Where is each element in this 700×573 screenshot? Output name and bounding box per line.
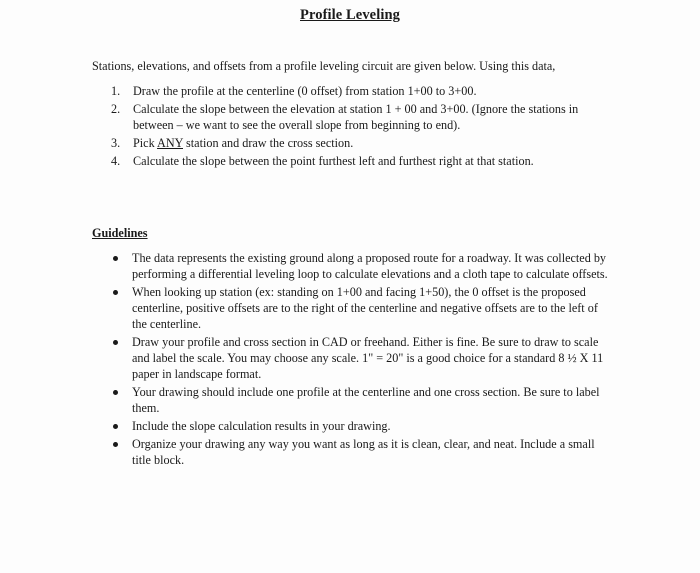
task-text: Draw the profile at the centerline (0 offset) from station 1+00 to 3+00.	[133, 84, 477, 98]
intro-paragraph: Stations, elevations, and offsets from a profile leveling circuit are given below. Using this data,	[92, 59, 556, 73]
task-item	[111, 135, 611, 151]
bullet-icon	[113, 340, 118, 345]
task-number: 3.	[111, 136, 121, 150]
guideline-text: Your drawing should include one profile at the centerline and one cross section. Be sure to label them.	[132, 385, 600, 415]
guideline-text: The data represents the existing ground along a proposed route for a roadway. It was collected by performing a differential leveling loop to calculate elevations and a cloth tape to calculate offsets.	[132, 251, 608, 281]
task-number: 1.	[111, 84, 121, 98]
task-text-post: station and draw the cross section.	[183, 136, 354, 150]
guideline-item	[113, 284, 613, 332]
task-item	[111, 83, 611, 99]
guideline-item	[113, 250, 613, 282]
task-list	[111, 83, 611, 171]
guideline-item	[113, 334, 613, 382]
guideline-item	[113, 418, 613, 434]
task-text-pre: Pick	[133, 136, 158, 150]
task-number: 2.	[111, 102, 121, 116]
guidelines-list	[113, 250, 613, 470]
bullet-icon	[113, 390, 118, 395]
document-title: Profile Leveling	[300, 7, 400, 23]
guideline-text: Include the slope calculation results in your drawing.	[132, 419, 391, 433]
guideline-text: Draw your profile and cross section in CAD or freehand. Either is fine. Be sure to draw to scale and label the scale. You may choose any scale. 1" = 20" is a good choice for a standard 8 ½ X 11 paper in landscape format.	[132, 335, 604, 381]
bullet-icon	[113, 442, 118, 447]
guidelines-heading: Guidelines	[92, 226, 148, 240]
guideline-item	[113, 436, 613, 468]
guideline-text: Organize your drawing any way you want as long as it is clean, clear, and neat. Include a small title block.	[132, 437, 595, 467]
guideline-item	[113, 384, 613, 416]
guideline-text: When looking up station (ex: standing on 1+00 and facing 1+50), the 0 offset is the proposed centerline, positive offsets are to the right of the centerline and negative offsets are to the left of the centerline.	[132, 285, 598, 331]
task-item	[111, 101, 611, 133]
bullet-icon	[113, 424, 118, 429]
task-item	[111, 153, 611, 169]
bullet-icon	[113, 256, 118, 261]
bullet-icon	[113, 290, 118, 295]
task-text: Calculate the slope between the elevation at station 1 + 00 and 3+00. (Ignore the stations in between – we want to see the overall slope from beginning to end).	[133, 102, 579, 132]
task-text: Calculate the slope between the point furthest left and furthest right at that station.	[133, 154, 534, 168]
task-text-emphasis: ANY	[157, 136, 183, 150]
task-number: 4.	[111, 154, 121, 168]
